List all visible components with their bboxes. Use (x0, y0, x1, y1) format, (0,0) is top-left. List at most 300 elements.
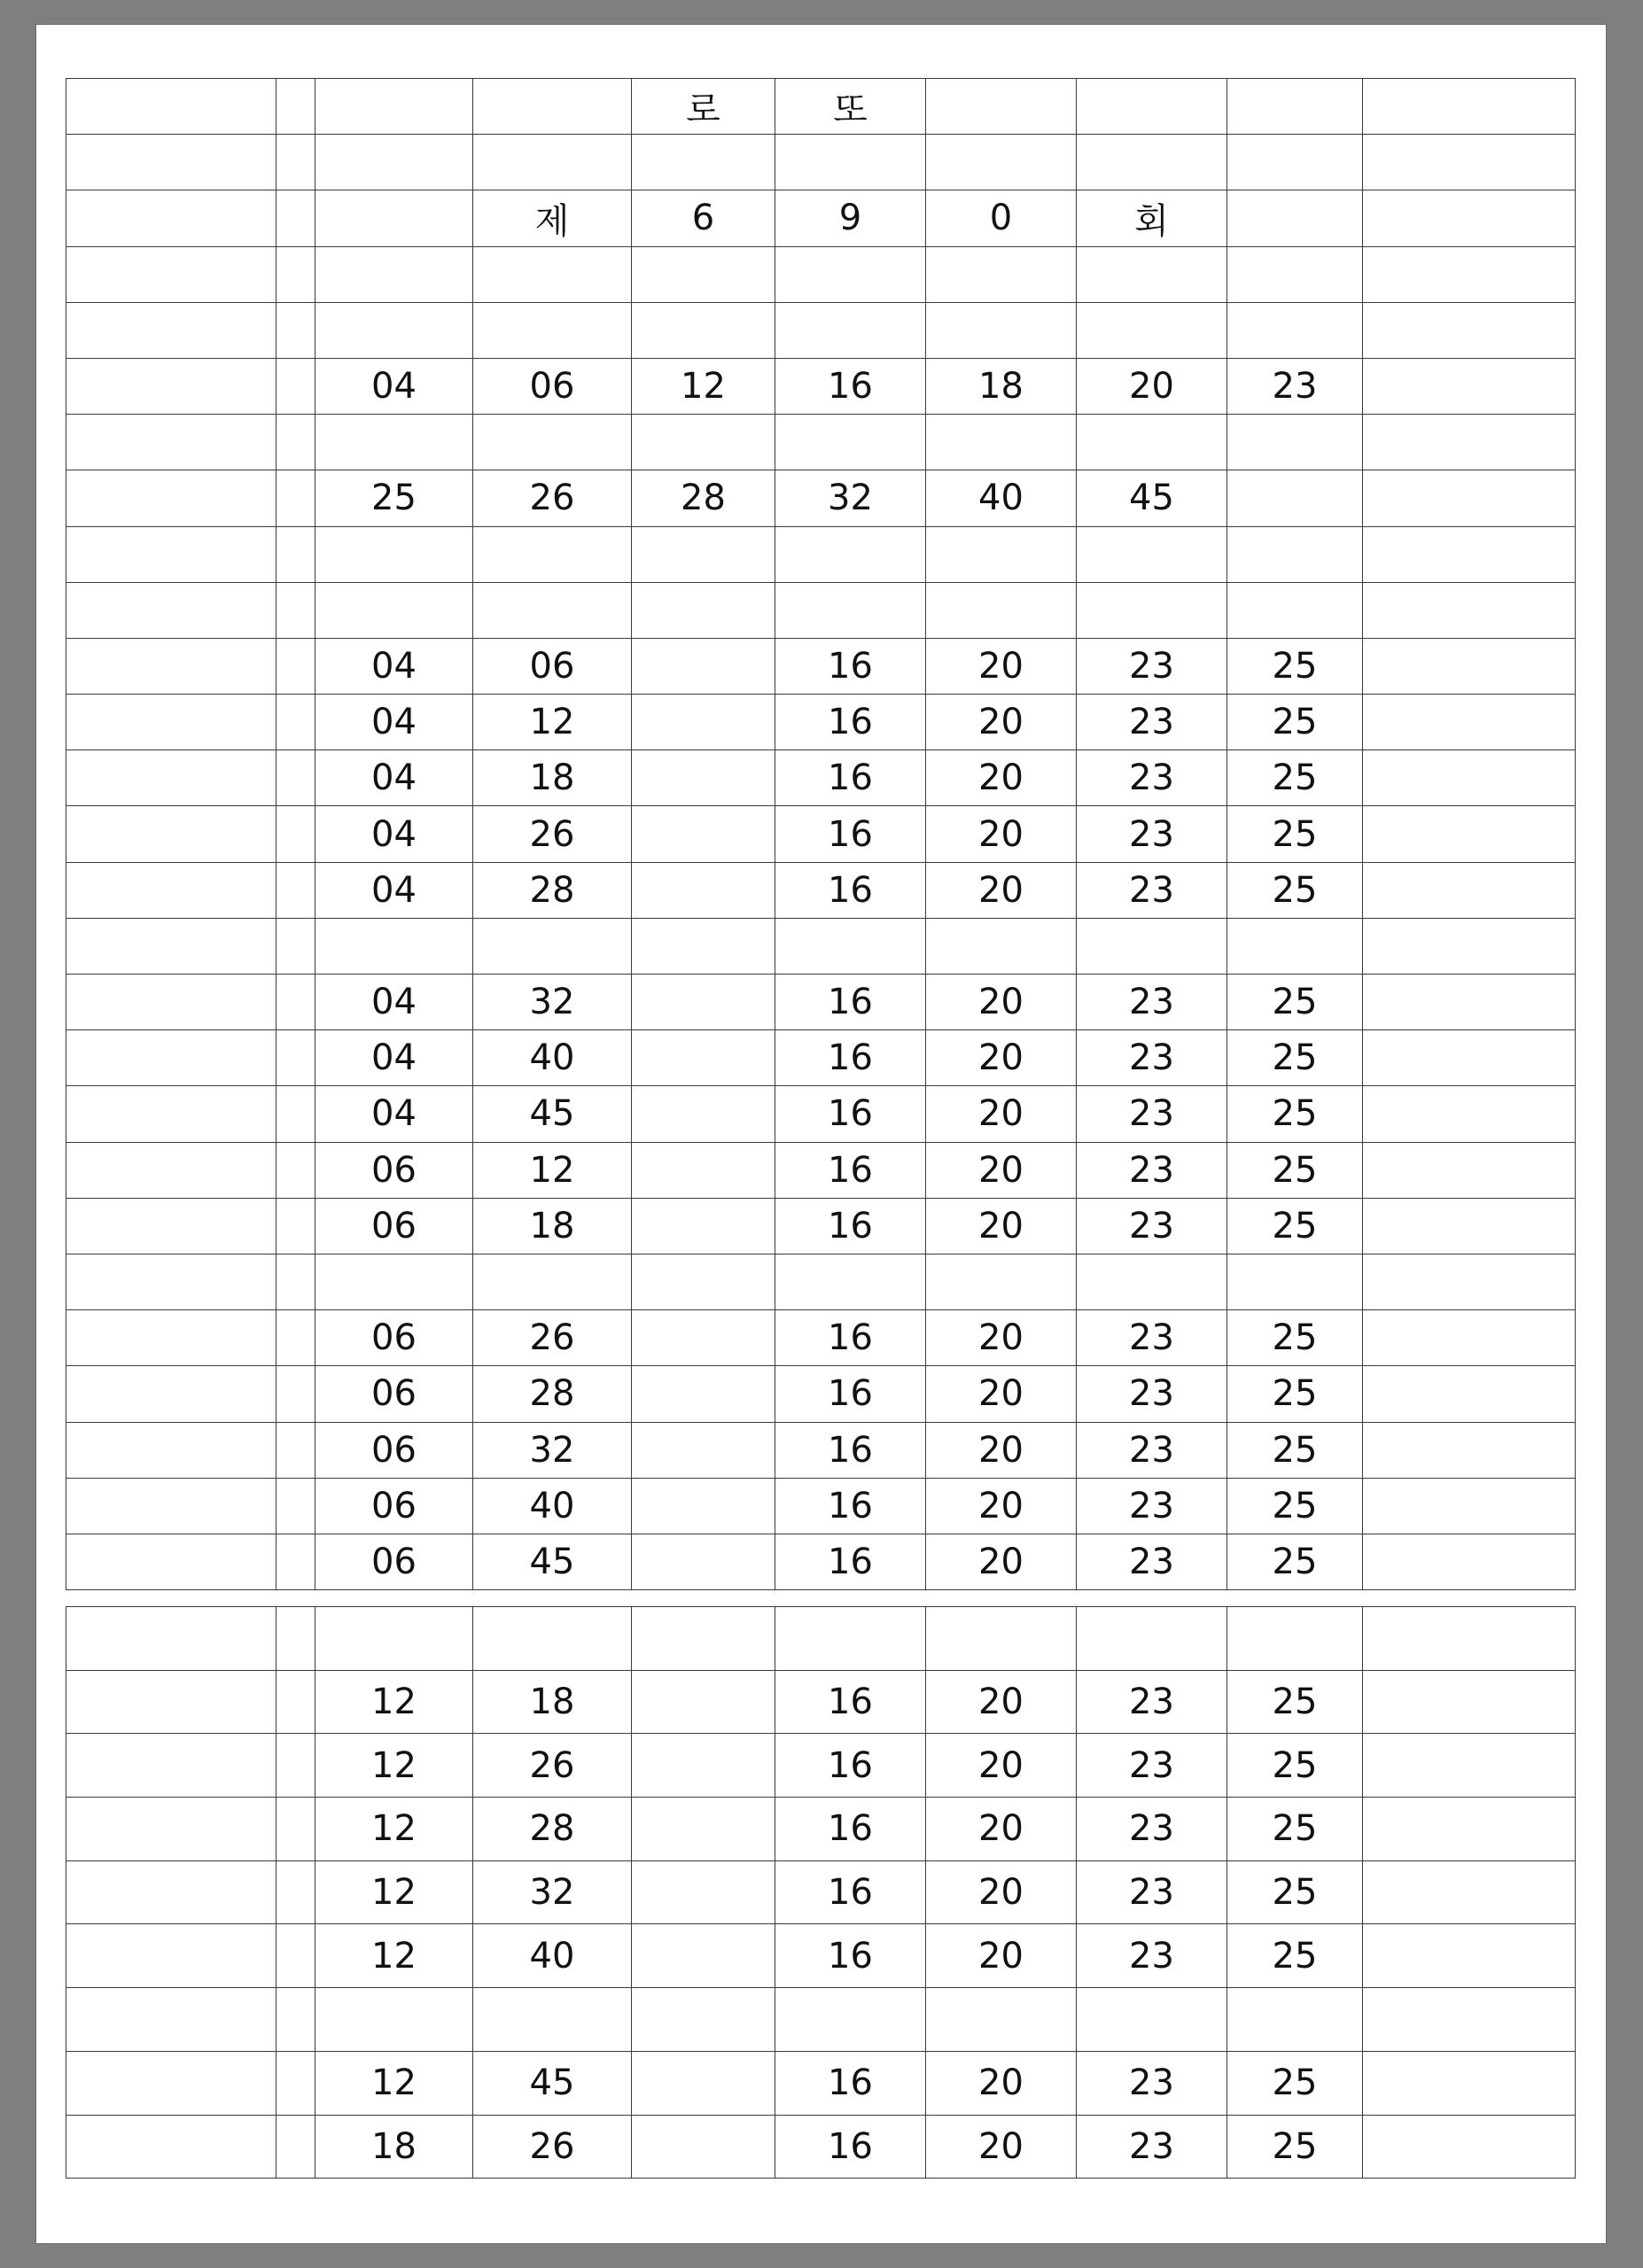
table-cell (66, 246, 276, 302)
table-cell: 23 (1077, 1478, 1227, 1534)
table-cell (1227, 526, 1363, 582)
table-cell: 23 (1077, 1924, 1227, 1988)
table-cell: 12 (473, 1142, 632, 1198)
table-cell (1363, 1860, 1576, 1924)
table-cell: 25 (315, 470, 473, 526)
table-row (66, 1142, 1576, 1198)
table-row (66, 1310, 1576, 1366)
table-cell: 25 (1227, 1734, 1363, 1798)
table-cell: 16 (775, 975, 926, 1030)
table-cell (1077, 582, 1227, 638)
table-row (66, 1924, 1576, 1988)
table-cell (775, 918, 926, 974)
table-cell (1363, 1988, 1576, 2052)
table-cell: 0 (926, 190, 1077, 246)
table-cell: 26 (473, 806, 632, 862)
table-cell (66, 1478, 276, 1534)
table-cell (775, 302, 926, 358)
table-cell (1363, 1607, 1576, 1671)
table-row (66, 918, 1576, 974)
table-cell: 25 (1227, 2051, 1363, 2115)
table-cell: 20 (926, 1142, 1077, 1198)
table-cell (1227, 415, 1363, 470)
table-cell (276, 1310, 315, 1366)
table-cell (1363, 1142, 1576, 1198)
table-cell (775, 415, 926, 470)
table-cell (1227, 79, 1363, 135)
table-row (66, 358, 1576, 414)
table-cell (1363, 1086, 1576, 1142)
table-cell: 32 (473, 1860, 632, 1924)
lotto-table-continued (66, 1606, 1576, 2179)
table-cell (632, 638, 775, 694)
table-cell: 12 (632, 358, 775, 414)
table-cell: 25 (1227, 1198, 1363, 1254)
table-cell (632, 750, 775, 806)
table-cell (1363, 302, 1576, 358)
table-cell (632, 918, 775, 974)
table-row (66, 638, 1576, 694)
table-cell (276, 1142, 315, 1198)
table-cell: 20 (926, 1670, 1077, 1734)
table-cell: 04 (315, 358, 473, 414)
table-cell (1363, 415, 1576, 470)
table-cell (632, 1366, 775, 1422)
table-cell (66, 1142, 276, 1198)
table-cell: 23 (1077, 975, 1227, 1030)
table-cell: 04 (315, 638, 473, 694)
table-cell (926, 582, 1077, 638)
table-cell: 16 (775, 1086, 926, 1142)
table-cell (632, 302, 775, 358)
table-cell (276, 1366, 315, 1422)
table-cell (632, 1254, 775, 1309)
table-cell: 16 (775, 1142, 926, 1198)
table-cell (276, 79, 315, 135)
table-cell (1363, 1030, 1576, 1086)
table-cell: 25 (1227, 695, 1363, 750)
table-cell (1363, 806, 1576, 862)
table-cell (276, 638, 315, 694)
table-cell: 20 (926, 1030, 1077, 1086)
table-cell (926, 1607, 1077, 1671)
table-cell (276, 1422, 315, 1478)
table-cell (315, 1988, 473, 2052)
table-cell: 06 (473, 638, 632, 694)
table-cell (775, 526, 926, 582)
table-cell: 12 (315, 2051, 473, 2115)
table-cell (473, 582, 632, 638)
table-cell (632, 526, 775, 582)
table-cell (66, 470, 276, 526)
table-cell (276, 975, 315, 1030)
table-cell: 23 (1077, 1366, 1227, 1422)
table-cell (276, 806, 315, 862)
table-cell: 16 (775, 1198, 926, 1254)
table-row (66, 1670, 1576, 1734)
table-cell (66, 302, 276, 358)
table-cell (66, 918, 276, 974)
table-cell: 45 (473, 1534, 632, 1589)
table-cell (276, 2051, 315, 2115)
table-cell: 23 (1227, 358, 1363, 414)
table-cell: 04 (315, 975, 473, 1030)
table-cell: 6 (632, 190, 775, 246)
table-cell: 28 (473, 1798, 632, 1861)
table-cell (276, 1798, 315, 1861)
table-row (66, 1198, 1576, 1254)
table-cell (1227, 190, 1363, 246)
table-cell (1077, 415, 1227, 470)
table-cell (926, 135, 1077, 190)
table-cell: 06 (315, 1198, 473, 1254)
table-cell (276, 526, 315, 582)
lotto-table-main (66, 78, 1576, 1590)
table-cell (1363, 1798, 1576, 1861)
table-cell (276, 2115, 315, 2179)
table-row (66, 1607, 1576, 1671)
table-cell (276, 862, 315, 918)
table-cell: 25 (1227, 1142, 1363, 1198)
table-cell: 25 (1227, 750, 1363, 806)
table-cell: 16 (775, 750, 926, 806)
table-row (66, 750, 1576, 806)
table-cell (1227, 1988, 1363, 2052)
table-cell (66, 526, 276, 582)
table-cell (473, 526, 632, 582)
table-cell (315, 190, 473, 246)
table-row (66, 695, 1576, 750)
table-cell: 16 (775, 1030, 926, 1086)
table-cell: 16 (775, 1734, 926, 1798)
table-cell (473, 79, 632, 135)
table-cell: 23 (1077, 1734, 1227, 1798)
table-cell (1363, 79, 1576, 135)
table-cell: 04 (315, 1030, 473, 1086)
table-cell (1363, 638, 1576, 694)
table-cell (473, 246, 632, 302)
table-row (66, 1860, 1576, 1924)
table-cell (775, 1254, 926, 1309)
table-cell: 18 (473, 1198, 632, 1254)
table-row (66, 975, 1576, 1030)
table-cell: 23 (1077, 806, 1227, 862)
table-cell: 16 (775, 358, 926, 414)
table-cell (1077, 79, 1227, 135)
table-cell: 40 (473, 1030, 632, 1086)
table-cell: 12 (315, 1798, 473, 1861)
table-cell (66, 1366, 276, 1422)
table-cell (1363, 1734, 1576, 1798)
table-cell: 04 (315, 862, 473, 918)
table-cell (1363, 975, 1576, 1030)
table-row (66, 470, 1576, 526)
table-cell: 06 (315, 1310, 473, 1366)
table-cell (315, 918, 473, 974)
table-cell: 12 (473, 695, 632, 750)
table-cell (926, 526, 1077, 582)
table-cell: 20 (926, 1734, 1077, 1798)
table-cell (276, 1607, 315, 1671)
table-cell: 20 (926, 1924, 1077, 1988)
table-cell (276, 1670, 315, 1734)
table-cell (276, 415, 315, 470)
table-cell (276, 1198, 315, 1254)
table-cell (926, 415, 1077, 470)
table-cell: 회 (1077, 190, 1227, 246)
table-cell (926, 1988, 1077, 2052)
table-cell: 04 (315, 806, 473, 862)
table-cell (66, 190, 276, 246)
table-row (66, 1422, 1576, 1478)
table-cell: 40 (926, 470, 1077, 526)
table-cell: 16 (775, 1366, 926, 1422)
table-cell (276, 582, 315, 638)
table-row (66, 1798, 1576, 1861)
table-cell: 23 (1077, 1086, 1227, 1142)
table-cell: 45 (473, 2051, 632, 2115)
table-cell: 45 (1077, 470, 1227, 526)
table-cell (66, 1734, 276, 1798)
table-cell (632, 1607, 775, 1671)
table-row (66, 526, 1576, 582)
table-cell (632, 1924, 775, 1988)
table-cell (1227, 246, 1363, 302)
table-cell (632, 695, 775, 750)
table-cell: 20 (926, 695, 1077, 750)
table-cell (66, 1607, 276, 1671)
table-cell: 16 (775, 1670, 926, 1734)
table-cell: 06 (315, 1534, 473, 1589)
table-cell (775, 1607, 926, 1671)
table-cell: 12 (315, 1860, 473, 1924)
table-cell (1363, 695, 1576, 750)
table-cell (66, 1534, 276, 1589)
table-cell (66, 358, 276, 414)
table-row (66, 862, 1576, 918)
table-cell: 16 (775, 695, 926, 750)
table-cell (1363, 582, 1576, 638)
table-cell: 20 (926, 806, 1077, 862)
table-cell (315, 415, 473, 470)
table-cell: 16 (775, 1310, 926, 1366)
table-cell (66, 1198, 276, 1254)
table-row (66, 190, 1576, 246)
table-cell (66, 1670, 276, 1734)
table-cell (632, 1670, 775, 1734)
table-cell: 23 (1077, 750, 1227, 806)
table-cell (1363, 1534, 1576, 1589)
table-cell: 25 (1227, 1086, 1363, 1142)
table-cell: 06 (315, 1422, 473, 1478)
table-cell (632, 806, 775, 862)
table-cell (632, 1860, 775, 1924)
table-cell (66, 415, 276, 470)
table-cell: 23 (1077, 1534, 1227, 1589)
table-cell (1077, 246, 1227, 302)
table-cell (1077, 1607, 1227, 1671)
table-cell (1363, 918, 1576, 974)
table-cell (66, 1988, 276, 2052)
table-cell (1077, 526, 1227, 582)
table-cell (66, 1924, 276, 1988)
table-cell: 23 (1077, 1310, 1227, 1366)
table-cell (473, 1254, 632, 1309)
table-cell: 20 (926, 1310, 1077, 1366)
table-cell (1227, 582, 1363, 638)
table-cell (315, 135, 473, 190)
table-cell: 20 (926, 638, 1077, 694)
table-cell (66, 750, 276, 806)
table-cell: 16 (775, 638, 926, 694)
table-cell: 23 (1077, 1030, 1227, 1086)
table-cell (632, 1310, 775, 1366)
table-cell (276, 1254, 315, 1309)
table-cell: 16 (775, 1924, 926, 1988)
table-cell: 로 (632, 79, 775, 135)
table-row (66, 302, 1576, 358)
table-cell (276, 1734, 315, 1798)
table-cell: 20 (926, 2051, 1077, 2115)
table-cell (66, 1254, 276, 1309)
table-cell (1363, 190, 1576, 246)
table-cell: 26 (473, 1734, 632, 1798)
table-cell: 25 (1227, 1534, 1363, 1589)
table-cell: 25 (1227, 975, 1363, 1030)
table-row (66, 1478, 1576, 1534)
table-cell (632, 975, 775, 1030)
table-cell (1363, 2115, 1576, 2179)
table-cell: 23 (1077, 1670, 1227, 1734)
table-cell: 25 (1227, 1670, 1363, 1734)
document-page (35, 24, 1607, 2244)
table-cell (276, 246, 315, 302)
table-cell (1077, 302, 1227, 358)
table-row (66, 246, 1576, 302)
table-cell: 16 (775, 2051, 926, 2115)
table-cell: 23 (1077, 695, 1227, 750)
table-row (66, 415, 1576, 470)
table-cell: 12 (315, 1734, 473, 1798)
table-cell: 23 (1077, 862, 1227, 918)
table-cell (1363, 246, 1576, 302)
table-cell: 16 (775, 806, 926, 862)
table-cell (1363, 1254, 1576, 1309)
table-cell (1363, 1478, 1576, 1534)
table-row (66, 1030, 1576, 1086)
table-cell: 20 (926, 1198, 1077, 1254)
table-cell: 23 (1077, 1422, 1227, 1478)
table-cell (66, 2051, 276, 2115)
table-cell (632, 1422, 775, 1478)
table-cell (66, 79, 276, 135)
table-cell (1227, 470, 1363, 526)
table-cell (276, 1924, 315, 1988)
table-cell: 20 (926, 1798, 1077, 1861)
table-cell: 23 (1077, 638, 1227, 694)
table-cell: 04 (315, 695, 473, 750)
table-cell: 18 (473, 1670, 632, 1734)
table-row (66, 1734, 1576, 1798)
table-cell: 25 (1227, 1924, 1363, 1988)
table-cell (926, 918, 1077, 974)
table-row (66, 79, 1576, 135)
table-cell: 25 (1227, 1030, 1363, 1086)
table-cell: 25 (1227, 1478, 1363, 1534)
table-cell (276, 302, 315, 358)
table-cell (632, 1142, 775, 1198)
table-row (66, 1254, 1576, 1309)
table-cell: 28 (473, 1366, 632, 1422)
table-cell (1363, 1198, 1576, 1254)
table-cell: 26 (473, 2115, 632, 2179)
table-cell: 25 (1227, 862, 1363, 918)
table-row (66, 582, 1576, 638)
table-cell (66, 1860, 276, 1924)
table-cell (66, 862, 276, 918)
table-cell (632, 862, 775, 918)
table-cell (1363, 135, 1576, 190)
table-cell (276, 1086, 315, 1142)
table-cell (473, 302, 632, 358)
table-cell (632, 1198, 775, 1254)
table-cell (1363, 358, 1576, 414)
table-cell (276, 1860, 315, 1924)
table-cell: 23 (1077, 1198, 1227, 1254)
table-cell: 25 (1227, 1366, 1363, 1422)
table-cell: 28 (632, 470, 775, 526)
table-row (66, 2115, 1576, 2179)
table-cell: 16 (775, 1478, 926, 1534)
table-cell (1363, 750, 1576, 806)
table-cell (926, 1254, 1077, 1309)
table-cell: 20 (926, 862, 1077, 918)
table-cell: 16 (775, 1798, 926, 1861)
table-row (66, 1366, 1576, 1422)
table-cell: 16 (775, 1860, 926, 1924)
table-cell (775, 582, 926, 638)
table-cell (473, 1607, 632, 1671)
table-cell: 또 (775, 79, 926, 135)
table-cell (315, 1254, 473, 1309)
table-cell (632, 1478, 775, 1534)
table-cell (66, 1798, 276, 1861)
table-cell: 12 (315, 1670, 473, 1734)
table-cell (276, 135, 315, 190)
table-cell (315, 582, 473, 638)
table-cell: 25 (1227, 2115, 1363, 2179)
table-cell (276, 190, 315, 246)
table-cell: 04 (315, 750, 473, 806)
table-cell (276, 470, 315, 526)
table-cell (315, 526, 473, 582)
table-cell (632, 1086, 775, 1142)
table-cell (66, 638, 276, 694)
table-cell (1077, 918, 1227, 974)
table-cell (632, 246, 775, 302)
table-cell: 04 (315, 1086, 473, 1142)
table-cell (632, 415, 775, 470)
table-cell: 25 (1227, 806, 1363, 862)
table-cell: 16 (775, 1422, 926, 1478)
table-cell: 26 (473, 470, 632, 526)
table-cell: 제 (473, 190, 632, 246)
table-cell (1227, 918, 1363, 974)
table-cell (1363, 862, 1576, 918)
table-cell (1363, 526, 1576, 582)
table-cell (1077, 135, 1227, 190)
table-row (66, 2051, 1576, 2115)
